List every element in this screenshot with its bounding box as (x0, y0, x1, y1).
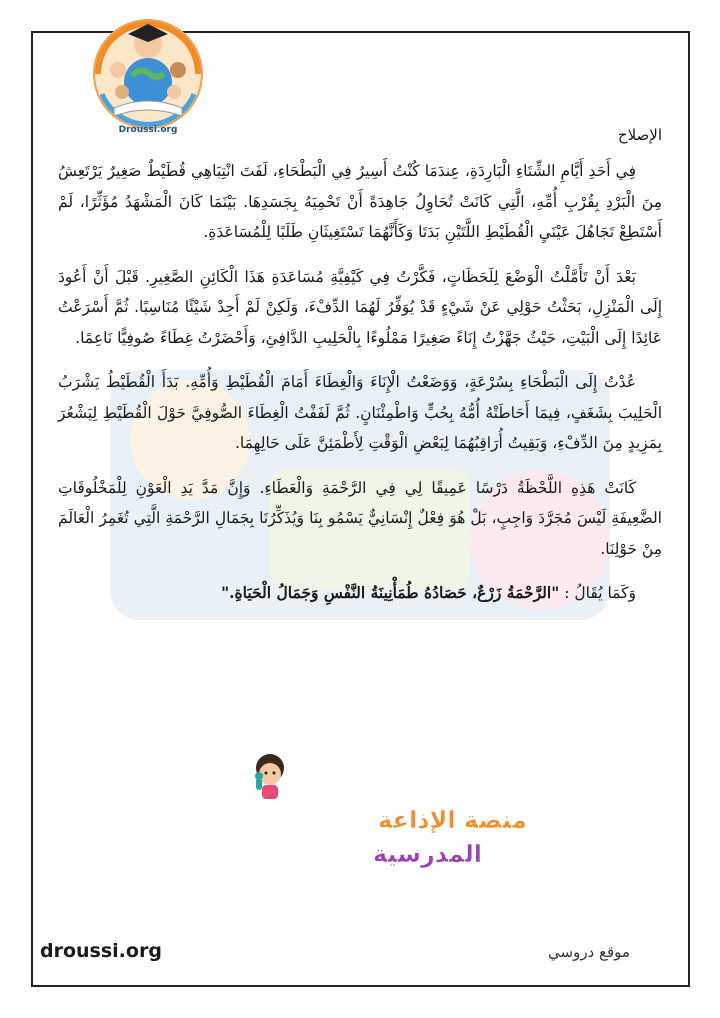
paragraph-3: عُدْتُ إِلَى الْبَطْحَاءِ بِسُرْعَةٍ، وَوَضَعْتُ الْإِنَاءَ وَالْغِطَاءَ أَمَامَ الْقُطَيْطِ وَأُمِّهِ. بَدَأَ الْقُطَيْطُ يَشْرَبُ الْحَلِيبَ بِشَغَفٍ، فِيمَا أَحَاطَتْهُ أُمُّهُ بِحُبٍّ وَاطْمِئْنَانٍ. ثُمَّ لَفَفْتُ الْغِطَاءَ الصُّوفِيَّ حَوْلَ الْقُطَيْطِ لِيَشْعُرَ بِمَزِيدٍ مِنَ الدِّفْءِ، وَبَقِيتُ أُرَاقِبُهُمَا لِبَعْضِ الْوَقْتِ لِأَطْمَئِنَّ عَلَى حَالِهِمَا. (58, 373, 662, 452)
quote-intro: وَكَمَا يُقَالُ : (564, 584, 636, 602)
closing-quote: "الرَّحْمَةُ زَرْعٌ، حَصَادُهُ طُمَأْنِينَةُ النَّفْسِ وَجَمَالُ الْحَيَاةِ." (221, 583, 560, 602)
paragraph-4: كَانَتْ هَذِهِ اللَّحْظَةُ دَرْسًا عَمِيقًا لِي فِي الرَّحْمَةِ وَالْعَطَاءِ. وَإِنَّ مَدَّ يَدِ الْعَوْنِ لِلْمَخْلُوقَاتِ الضَّعِيفَةِ لَيْسَ مُجَرَّدَ وَاجِبٍ، بَلْ هُوَ فِعْلٌ إِنْسَانِيٌّ يَسْمُو بِنَا وَيُذَكِّرُنَا بِجَمَالِ الرَّحْمَةِ الَّتِي تُغَمِرُ الْعَالَمَ مِنْ حَوْلِنَا. (58, 478, 662, 558)
school-radio-logo (228, 740, 527, 880)
quote-line (58, 578, 662, 609)
footer-site-link[interactable]: droussi.org (40, 940, 162, 962)
article-title: الإصلاح (617, 126, 662, 144)
logo-line1: منصة الإذاعة (378, 806, 527, 834)
article (58, 122, 662, 609)
paragraph-1: فِي أَحَدِ أَيَّامِ الشِّتَاءِ الْبَارِدَةِ، عِندَمَا كُنْتُ أَسِيرُ فِي الْبَطْحَاءِ، لَفَتَ انْتِبَاهِي قُطَيْطٌ صَغِيرٌ يَرْتَعِشُ مِنَ الْبَرْدِ بِقُرْبِ أُمِّهِ، الَّتِي كَانَتْ تُحَاوِلُ جَاهِدَةً أَنْ تَحْمِيَهُ بِجَسَدِهَا. بَيْنَمَا كَانَ الْمَشْهَدُ مُؤَثِّرًا، لَمْ أَسْتَطِعْ تَجَاهُلَ عَيْنَيِ الْقُطَيْطِ اللَّتَيْنِ بَدَتَا وَكَأَنَّهُمَا تَسْتَغِيثَانِ طَلَبًا لِلْمُسَاعَدَةِ. (58, 162, 662, 241)
paragraph-2: بَعْدَ أَنْ تَأَمَّلْتُ الْوَضْعَ لِلَحَظَاتٍ، فَكَّرْتُ فِي كَيْفِيَّةِ مُسَاعَدَةِ هَذَا الْكَائِنِ الصَّغِيرِ. قَبْلَ أَنْ أَعُودَ إِلَى الْمَنْزِلِ، بَحَثْتُ حَوْلِي عَنْ شَيْءٍ قَدْ يُوَفِّرُ لَهُمَا الدِّفْءَ، وَلَكِنْ لَمْ أَجِدْ شَيْئًا مُنَاسِبًا. ثُمَّ أَسْرَعْتُ عَائِدًا إِلَى الْبَيْتِ، حَيْثُ جَهَّزْتُ إِنَاءً صَغِيرًا مَمْلُوءًا بِالْحَلِيبِ الدَّافِئِ، وَأَحْضَرْتُ غِطَاءً صُوفِيًّا نَاعِمًا. (58, 267, 662, 347)
logo-line2: المدرسية (373, 840, 482, 868)
footer-site-arabic: موقع دروسي (548, 943, 630, 961)
logo-caption: Droussi.org (118, 125, 178, 135)
